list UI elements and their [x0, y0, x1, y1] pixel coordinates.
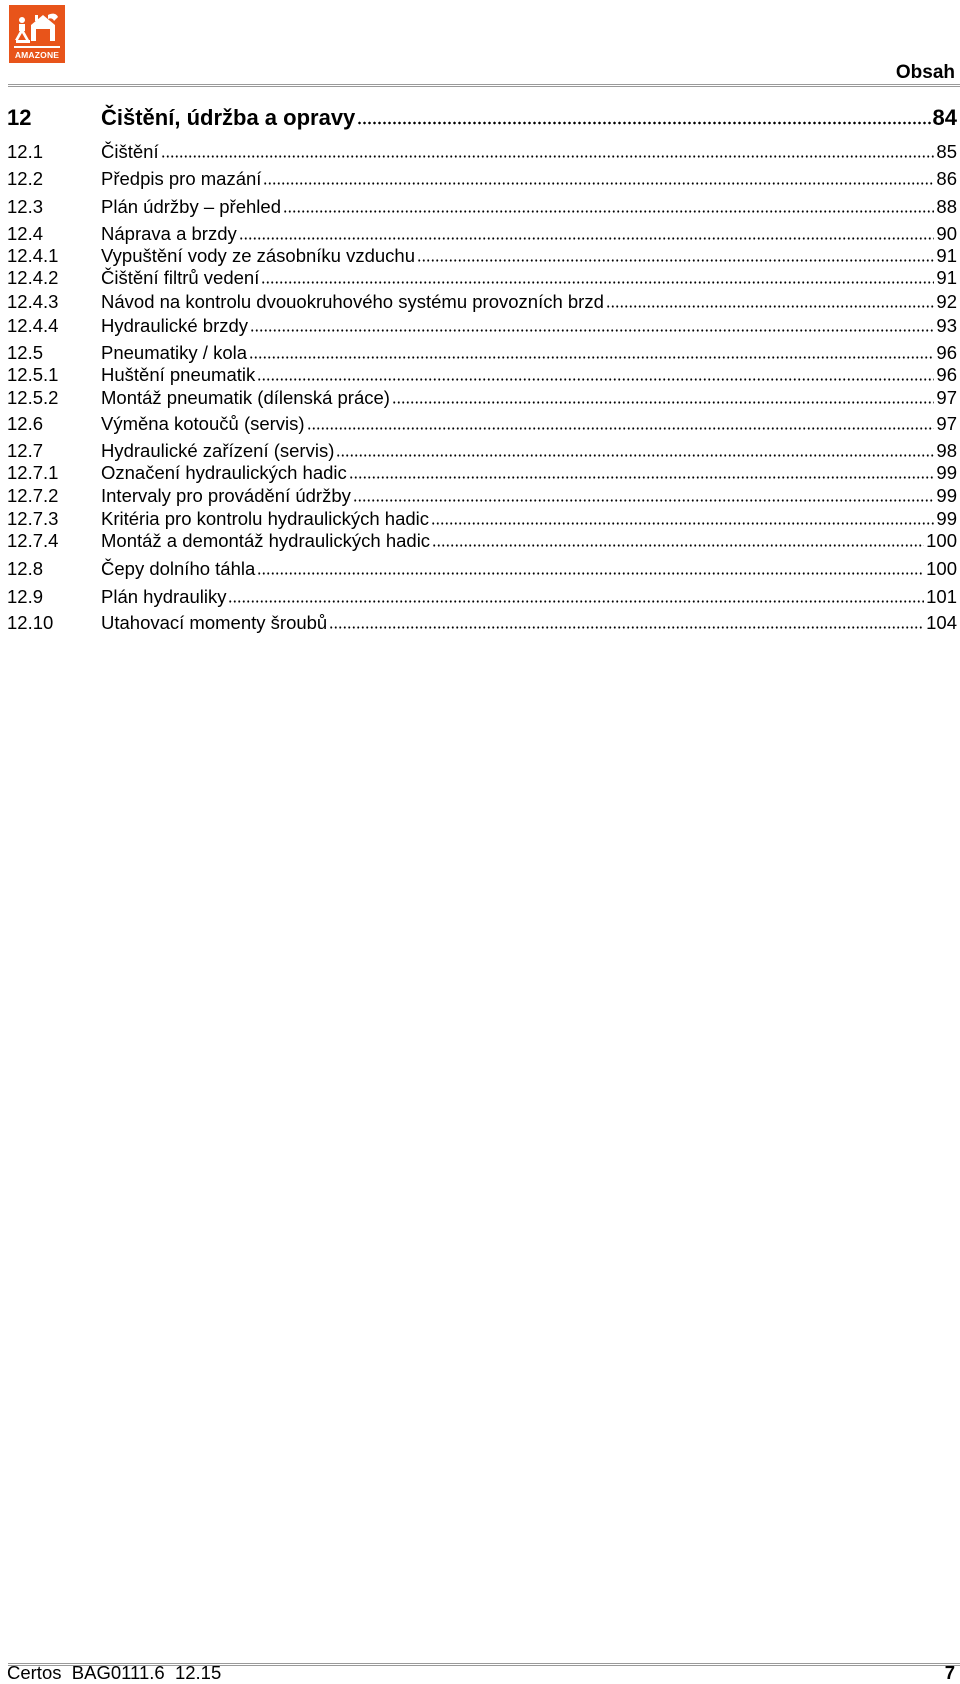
toc-entry-page: 100 — [926, 558, 957, 579]
toc-entry-number: 12.4 — [7, 223, 44, 244]
toc-entry-title: Pneumatiky / kola — [101, 342, 248, 363]
toc-entry-page: 91 — [936, 245, 957, 266]
toc-dot-leader — [263, 181, 934, 185]
toc-dot-leader — [239, 236, 935, 240]
toc-entry-title: Označení hydraulických hadic — [101, 462, 347, 483]
toc-dot-leader — [432, 543, 924, 547]
toc-entry-title: Vypuštění vody ze zásobníku vzduchu — [101, 245, 416, 266]
toc-entry-number: 12.5.2 — [7, 387, 59, 408]
toc-dot-leader — [349, 475, 935, 479]
svg-text:AMAZONE: AMAZONE — [14, 50, 60, 60]
toc-entry-page: 99 — [936, 508, 957, 529]
toc-entry-title: Plán údržby – přehled — [101, 196, 281, 217]
toc-entry-number: 12.7 — [7, 440, 44, 461]
toc-entry-page: 104 — [926, 612, 957, 633]
toc-dot-leader — [392, 400, 934, 404]
toc-entry[interactable] — [7, 611, 957, 635]
toc-entry-page: 97 — [936, 413, 957, 434]
toc-entry-page: 92 — [936, 291, 957, 312]
toc-entry-number: 12.7.3 — [7, 508, 59, 529]
toc-entry[interactable] — [7, 412, 957, 436]
toc-entry-title: Výměna kotoučů (servis) — [101, 413, 305, 434]
toc-entry-number: 12.6 — [7, 413, 44, 434]
toc-entry-number: 12.4.4 — [7, 315, 59, 336]
toc-entry-title: Předpis pro mazání — [101, 168, 262, 189]
toc-entry-title: Náprava a brzdy — [101, 223, 237, 244]
header-rule — [8, 84, 960, 87]
toc-dot-leader — [249, 355, 934, 359]
toc-dot-leader — [606, 304, 935, 308]
toc-entry-number: 12.7.1 — [7, 462, 59, 483]
toc-entry[interactable] — [7, 167, 957, 191]
toc-entry-page: 88 — [936, 196, 957, 217]
footer-document-id: Certos BAG0111.6 12.15 — [7, 1662, 222, 1683]
toc-entry[interactable] — [7, 439, 957, 463]
toc-dot-leader — [307, 426, 935, 430]
toc-entry-title: Čištění filtrů vedení — [101, 267, 260, 288]
footer-page-number: 7 — [944, 1662, 955, 1683]
toc-entry-number: 12.10 — [7, 612, 54, 633]
toc-entry[interactable] — [7, 484, 957, 508]
toc-entry[interactable] — [7, 290, 957, 314]
toc-entry[interactable] — [7, 507, 957, 531]
toc-dot-leader — [336, 453, 934, 457]
toc-entry[interactable] — [7, 195, 957, 219]
toc-entry[interactable] — [7, 363, 957, 387]
toc-entry-number: 12.7.2 — [7, 485, 59, 506]
toc-dot-leader — [250, 328, 934, 332]
toc-entry-number: 12.3 — [7, 196, 44, 217]
toc-entry-title: Kritéria pro kontrolu hydraulických hadic — [101, 508, 430, 529]
toc-entry-page: 97 — [936, 387, 957, 408]
toc-entry-title: Čepy dolního táhla — [101, 558, 256, 579]
toc-entry[interactable] — [7, 244, 957, 268]
toc-entry-number: 12.1 — [7, 141, 44, 162]
toc-entry-number: 12 — [7, 105, 32, 130]
toc-dot-leader — [283, 209, 934, 213]
toc-entry-page: 99 — [936, 485, 957, 506]
toc-entry-title: Plán hydrauliky — [101, 586, 227, 607]
toc-entry-number: 12.5.1 — [7, 364, 59, 385]
toc-entry-page: 98 — [936, 440, 957, 461]
toc-dot-leader — [161, 154, 935, 158]
toc-entry-number: 12.5 — [7, 342, 44, 363]
toc-entry[interactable] — [7, 386, 957, 410]
toc-entry-number: 12.4.2 — [7, 267, 59, 288]
toc-entry-title: Hydraulické brzdy — [101, 315, 249, 336]
toc-entry[interactable] — [7, 461, 957, 485]
toc-entry[interactable] — [7, 266, 957, 290]
toc-entry-title: Montáž a demontáž hydraulických hadic — [101, 530, 431, 551]
toc-entry[interactable] — [7, 140, 957, 164]
toc-entry-number: 12.2 — [7, 168, 44, 189]
toc-dot-leader — [417, 258, 934, 262]
toc-entry[interactable] — [7, 314, 957, 338]
toc-entry-page: 99 — [936, 462, 957, 483]
toc-dot-leader — [261, 280, 934, 284]
toc-entry-page: 93 — [936, 315, 957, 336]
toc-entry-title: Utahovací momenty šroubů — [101, 612, 328, 633]
toc-entry-page: 85 — [936, 141, 957, 162]
toc-entry-title: Návod na kontrolu dvouokruhového systému provozních brzd — [101, 291, 604, 312]
toc-dot-leader — [353, 498, 935, 502]
toc-entry-title: Intervaly pro provádění údržby — [101, 485, 351, 506]
toc-dot-leader — [357, 121, 930, 125]
toc-dot-leader — [228, 599, 924, 603]
toc-entry-page: 100 — [926, 530, 957, 551]
toc-entry-page: 101 — [926, 586, 957, 607]
toc-entry[interactable] — [7, 341, 957, 365]
toc-entry[interactable] — [7, 529, 957, 553]
toc-entry-page: 84 — [932, 105, 957, 130]
toc-entry-title: Čištění, údržba a opravy — [101, 105, 356, 130]
toc-dot-leader — [257, 571, 924, 575]
section-title: Obsah — [895, 62, 955, 83]
toc-dot-leader — [329, 625, 924, 629]
toc-entry[interactable] — [7, 557, 957, 581]
toc-dot-leader — [257, 377, 934, 381]
toc-entry[interactable] — [7, 222, 957, 246]
toc-entry-page: 91 — [936, 267, 957, 288]
toc-entry-page: 96 — [936, 342, 957, 363]
toc-entry-title: Montáž pneumatik (dílenská práce) — [101, 387, 390, 408]
toc-entry[interactable] — [7, 106, 957, 130]
toc-entry-title: Huštění pneumatik — [101, 364, 256, 385]
toc-entry-title: Čištění — [101, 141, 159, 162]
toc-entry[interactable] — [7, 585, 957, 609]
toc-entry-number: 12.7.4 — [7, 530, 59, 551]
toc-entry-page: 90 — [936, 223, 957, 244]
toc-entry-page: 96 — [936, 364, 957, 385]
amazone-logo — [9, 5, 65, 63]
toc-entry-title: Hydraulické zařízení (servis) — [101, 440, 335, 461]
toc-entry-number: 12.4.1 — [7, 245, 59, 266]
toc-entry-number: 12.9 — [7, 586, 44, 607]
toc-entry-number: 12.8 — [7, 558, 44, 579]
toc-entry-page: 86 — [936, 168, 957, 189]
toc-entry-number: 12.4.3 — [7, 291, 59, 312]
toc-dot-leader — [431, 521, 934, 525]
